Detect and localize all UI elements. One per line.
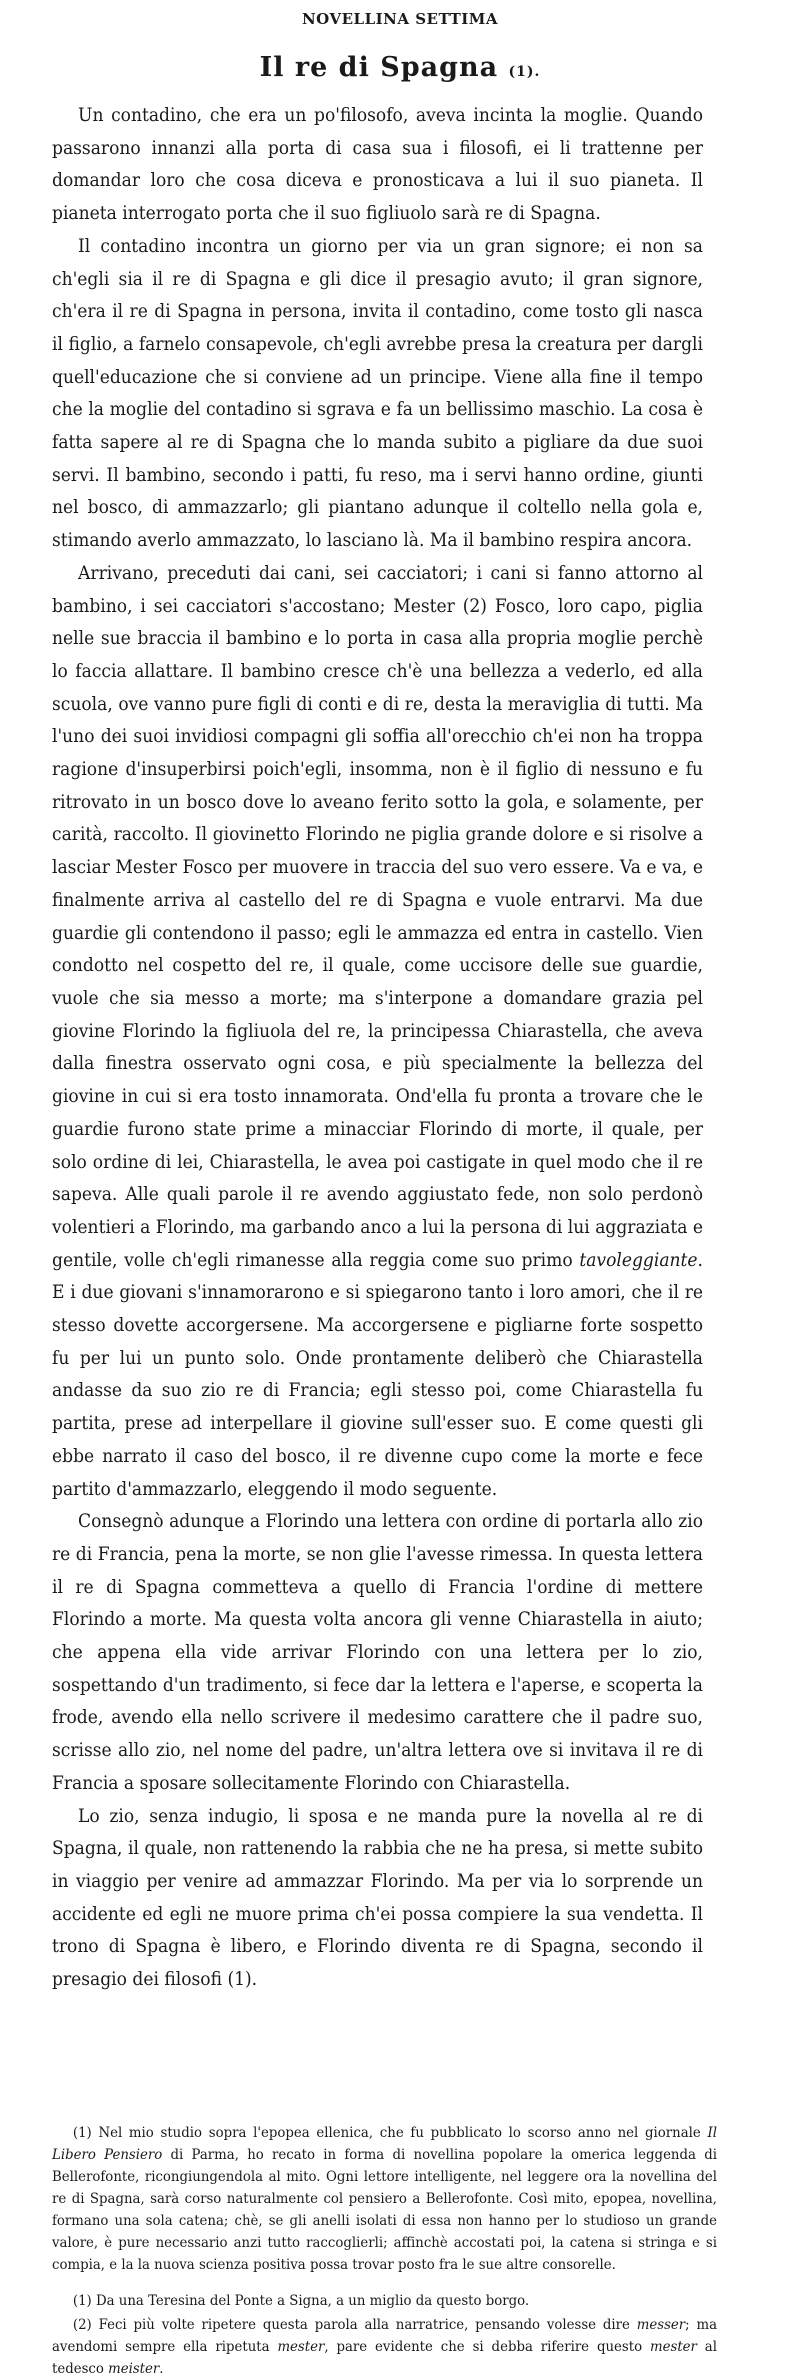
footnote-mester-b: ; ma avendomi sempre ella ripetuta: [52, 2317, 717, 2355]
footnote-epopea: [52, 2122, 717, 2276]
footnote-epopea-a: (1) Nel mio studio sopra l'epopea ellenica, che fu pubblicato lo scorso anno nel giornale: [72, 2125, 708, 2141]
paragraph-3: [52, 558, 703, 1506]
paragraph-5: Lo zio, senza indugio, li sposa e ne manda pure la novella al re di Spagna, il quale, non rattenendo la rabbia che ne ha presa, si mette subito in viaggio per venire ad ammazzar Florindo. Ma per via lo sorprende un accidente ed egli ne muore prima ch'ei possa compiere la sua vendetta. Il trono di Spagna è libero, e Florindo diventa re di Spagna, secondo il presagio dei filosofi (1).: [52, 1805, 704, 1991]
term-mester-2: mester: [650, 2339, 697, 2355]
paragraph-1: Un contadino, che era un po'filosofo, aveva incinta la moglie. Quando passarono innanzi alla porta di casa sua i filosofi, ei li trattenne per domandar loro che cosa diceva e pronosticava a lui il suo pianeta. Il pianeta interrogato porta che il suo figliuolo sarà re di Spagna.: [52, 105, 704, 225]
term-meister: meister: [108, 2361, 160, 2377]
story-body: [52, 100, 703, 1997]
footnote-mester-c: , pare evidente che si debba riferire questo: [324, 2339, 651, 2355]
footnote-source: (1) Da una Teresina del Ponte a Signa, a un miglio da questo borgo.: [72, 2293, 530, 2309]
footnote-mester: [52, 2314, 717, 2380]
story-title-text: Il re di Spagna: [259, 52, 499, 83]
paragraph-3-part-b: . E i due giovani s'innamorarono e si spiegarono tanto i loro amori, che il re stesso dovette accorgersene. Ma accorgersene e pigliarne forte sospetto fu per lui un punto solo. Onde prontamente deliberò che Chiarastella andasse da suo zio re di Francia; egli stesso poi, come Chiarastella fu partita, prese ad interpellare il giovine sull'esser suo. E come questi gli ebbe narrato il caso del bosco, il re divenne cupo come la morte e fece partito d'ammazzarlo, eleggendo il modo seguente.: [52, 1249, 703, 1500]
term-messer: messer: [636, 2317, 686, 2333]
footnote-epopea-b: di Parma, ho recato in forma di novellina popolare la omerica leggenda di Bellerofonte, ricongiungendola al mito. Ogni lettore intelligente, nel leggere ora la novellina del re di Spagna, sarà corso naturalmente col pensiero a Bellerofonte. Così mito, epopea, novellina, formano una sola catena; chè, se gli anelli isolati di essa non hanno per lo studioso un grande valore, è pure necessario anzi tutto raccoglierli; affinchè accostati poi, la catena si stringa e si compia, e la la nuova scienza positiva possa trovar posto fra le sue altre consorelle.: [52, 2147, 717, 2273]
italic-term: tavoleggiante: [579, 1249, 698, 1271]
paragraph-4: Consegnò adunque a Florindo una lettera con ordine di portarla allo zio re di Francia, pena la morte, se non glie l'avesse rimessa. In questa lettera il re di Spagna commetteva a quello di Francia l'ordine di mettere Florindo a morte. Ma questa volta ancora gli venne Chiarastella in aiuto; che appena ella vide arrivar Florindo con una lettera per lo zio, sospettando d'un tradimento, si fece dar la lettera e l'aperse, e scoperta la frode, avendo ella nello scrivere il medesimo carattere che il padre suo, scrisse allo zio, nel nome del padre, un'altra lettera ove si invitava il re di Francia a sposare sollecitamente Florindo con Chiarastella.: [52, 1511, 704, 1794]
footnotes: [52, 2122, 717, 2380]
running-head: NOVELLINA SETTIMA: [301, 10, 499, 28]
footnote-mester-d: al tedesco: [52, 2339, 717, 2377]
term-mester: mester: [277, 2339, 325, 2355]
paragraph-3-part-a: Arrivano, preceduti dai cani, sei cacciatori; i cani si fanno attorno al bambino, i sei cacciatori s'accostano; Mester (2) Fosco, loro capo, piglia nelle sue braccia il bambino e lo porta in casa alla propria moglie perchè lo faccia allattare. Il bambino cresce ch'è una bellezza a vederlo, ed alla scuola, ove vanno pure figli di conti e di re, desta la meraviglia di tutti. Ma l'uno dei suoi invidiosi compagni gli soffia all'orecchio ch'ei non ha troppa ragione d'insuperbirsi poich'egli, insomma, non è il figlio di nessuno e fu ritrovato in un bosco dove lo aveano ferito sotto la gola, e solamente, per carità, raccolto. Il giovinetto Florindo ne piglia grande dolore e si risolve a lasciar Mester Fosco per muovere in traccia del suo vero essere. Va e va, e finalmente arriva al castello del re di Spagna e vuole entrarvi. Ma due guardie gli contendono il passo; egli le ammazza ed entra in castello. Vien condotto nel cospetto del re, il quale, come uccisore delle sue guardie, vuole che sia messo a morte; ma s'interpone a domandare grazia pel giovine Florindo la figliuola del re, la principessa Chiarastella, che aveva dalla finestra osservato ogni cosa, e più specialmente la bellezza del giovine in cui si era tosto innamorata. Ond'ella fu pronta a trovare che le guardie furono state prime a minacciar Florindo di morte, il quale, per solo ordine di lei, Chiarastella, le avea poi castigate in quel modo che il re sapeva. Alle quali parole il re avendo aggiustato fede, non solo perdonò volentieri a Florindo, ma garbando anco a lui la persona di lui aggraziata e gentile, volle ch'egli rimanesse alla reggia come suo primo: [52, 562, 704, 1271]
paragraph-2: Il contadino incontra un giorno per via un gran signore; ei non sa ch'egli sia il re di Spagna e gli dice il presagio avuto; il gran signore, ch'era il re di Spagna in persona, invita il contadino, come tosto gli nasca il figlio, a farnelo consapevole, ch'egli avrebbe presa la creatura per dargli quell'educazione che si conviene ad un principe. Viene alla fine il tempo che la moglie del contadino si sgrava e fa un bellissimo maschio. La cosa è fatta sapere al re di Spagna che lo manda subito a pigliare da due suoi servi. Il bambino, secondo i patti, fu reso, ma i servi hanno ordine, giunti nel bosco, di ammazzarlo; gli piantano adunque il coltello nella gola e, stimando averlo ammazzato, lo lasciano là. Ma il bambino respira ancora.: [52, 235, 704, 552]
footnote-mester-a: (2) Feci più volte ripetere questa parola alla narratrice, pensando volesse dire: [72, 2317, 637, 2333]
story-title: [0, 52, 800, 83]
journal-title: Il Libero Pensiero: [52, 2125, 717, 2163]
footnote-mester-e: .: [159, 2361, 164, 2377]
title-footnote-ref: (1).: [508, 64, 541, 80]
